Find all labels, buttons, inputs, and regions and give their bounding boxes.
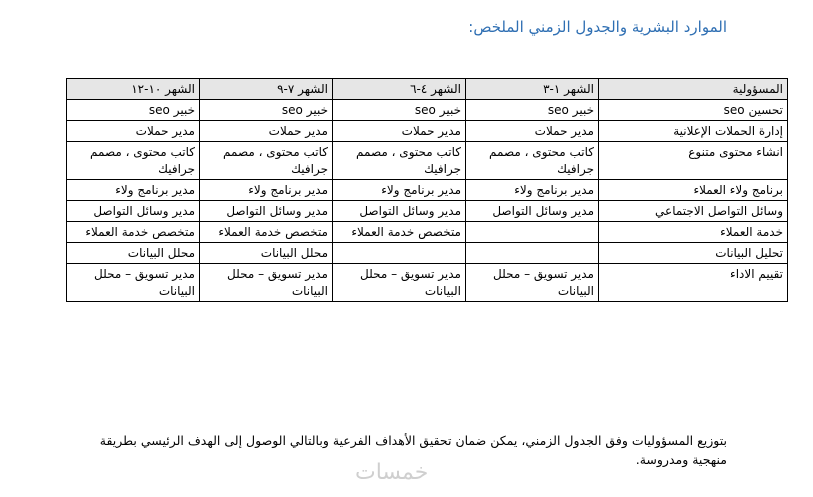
header-month-4-6: الشهر ٤-٦	[333, 79, 466, 100]
table-cell: مدير تسويق – محلل البيانات	[333, 264, 466, 302]
table-cell: مدير حملات	[67, 121, 200, 142]
table-cell: انشاء محتوى متنوع	[599, 142, 788, 180]
responsibility-schedule-table	[66, 78, 788, 302]
table-cell: متخصص خدمة العملاء	[67, 222, 200, 243]
section-heading: الموارد البشرية والجدول الزمني الملخص:	[468, 18, 727, 36]
summary-paragraph: بتوزيع المسؤوليات وفق الجدول الزمني، يمكن ضمان تحقيق الأهداف الفرعية وبالتالي الوصول إلى الهدف الرئيسي بطريقة منهجية ومدروسة.	[99, 432, 727, 467]
table-cell: مدير تسويق – محلل البيانات	[200, 264, 333, 302]
table-row	[67, 243, 788, 264]
table-cell: مدير برنامج ولاء	[466, 180, 599, 201]
table-cell: متخصص خدمة العملاء	[200, 222, 333, 243]
table-cell: مدير وسائل التواصل	[333, 201, 466, 222]
table-cell: كاتب محتوى ، مصمم جرافيك	[333, 142, 466, 180]
table-row	[67, 222, 788, 243]
table-cell: إدارة الحملات الإعلانية	[599, 121, 788, 142]
table-header-row	[67, 79, 788, 100]
table-cell: مدير وسائل التواصل	[200, 201, 333, 222]
table-cell: مدير برنامج ولاء	[67, 180, 200, 201]
table-cell: خبير seo	[200, 100, 333, 121]
table-cell: تحليل البيانات	[599, 243, 788, 264]
table-cell: مدير وسائل التواصل	[466, 201, 599, 222]
table-cell	[333, 243, 466, 264]
table-cell: خبير seo	[333, 100, 466, 121]
table-cell: مدير حملات	[333, 121, 466, 142]
table-row	[67, 201, 788, 222]
header-month-10-12: الشهر ١٠-١٢	[67, 79, 200, 100]
table-cell: محلل البيانات	[200, 243, 333, 264]
table-cell	[466, 243, 599, 264]
table-row	[67, 121, 788, 142]
table-row	[67, 142, 788, 180]
table-cell: تحسين seo	[599, 100, 788, 121]
header-month-1-3: الشهر ١-٣	[466, 79, 599, 100]
table-cell: مدير حملات	[200, 121, 333, 142]
table-cell: خبير seo	[67, 100, 200, 121]
table-cell: برنامج ولاء العملاء	[599, 180, 788, 201]
table-row	[67, 100, 788, 121]
table-cell: مدير برنامج ولاء	[333, 180, 466, 201]
table-cell: مدير تسويق – محلل البيانات	[67, 264, 200, 302]
table-cell: محلل البيانات	[67, 243, 200, 264]
table-cell: مدير حملات	[466, 121, 599, 142]
header-month-7-9: الشهر ٧-٩	[200, 79, 333, 100]
watermark-logo: خمسات	[355, 460, 429, 485]
header-responsibility: المسؤولية	[599, 79, 788, 100]
table-cell: مدير تسويق – محلل البيانات	[466, 264, 599, 302]
table-cell: كاتب محتوى ، مصمم جرافيك	[200, 142, 333, 180]
table-cell: كاتب محتوى ، مصمم جرافيك	[466, 142, 599, 180]
table-cell: تقييم الاداء	[599, 264, 788, 302]
table-cell: كاتب محتوى ، مصمم جرافيك	[67, 142, 200, 180]
table-cell: وسائل التواصل الاجتماعي	[599, 201, 788, 222]
table-row	[67, 180, 788, 201]
table-cell: خدمة العملاء	[599, 222, 788, 243]
table-cell	[466, 222, 599, 243]
table-cell: مدير وسائل التواصل	[67, 201, 200, 222]
table-row	[67, 264, 788, 302]
table-cell: مدير برنامج ولاء	[200, 180, 333, 201]
table-cell: متخصص خدمة العملاء	[333, 222, 466, 243]
table-cell: خبير seo	[466, 100, 599, 121]
